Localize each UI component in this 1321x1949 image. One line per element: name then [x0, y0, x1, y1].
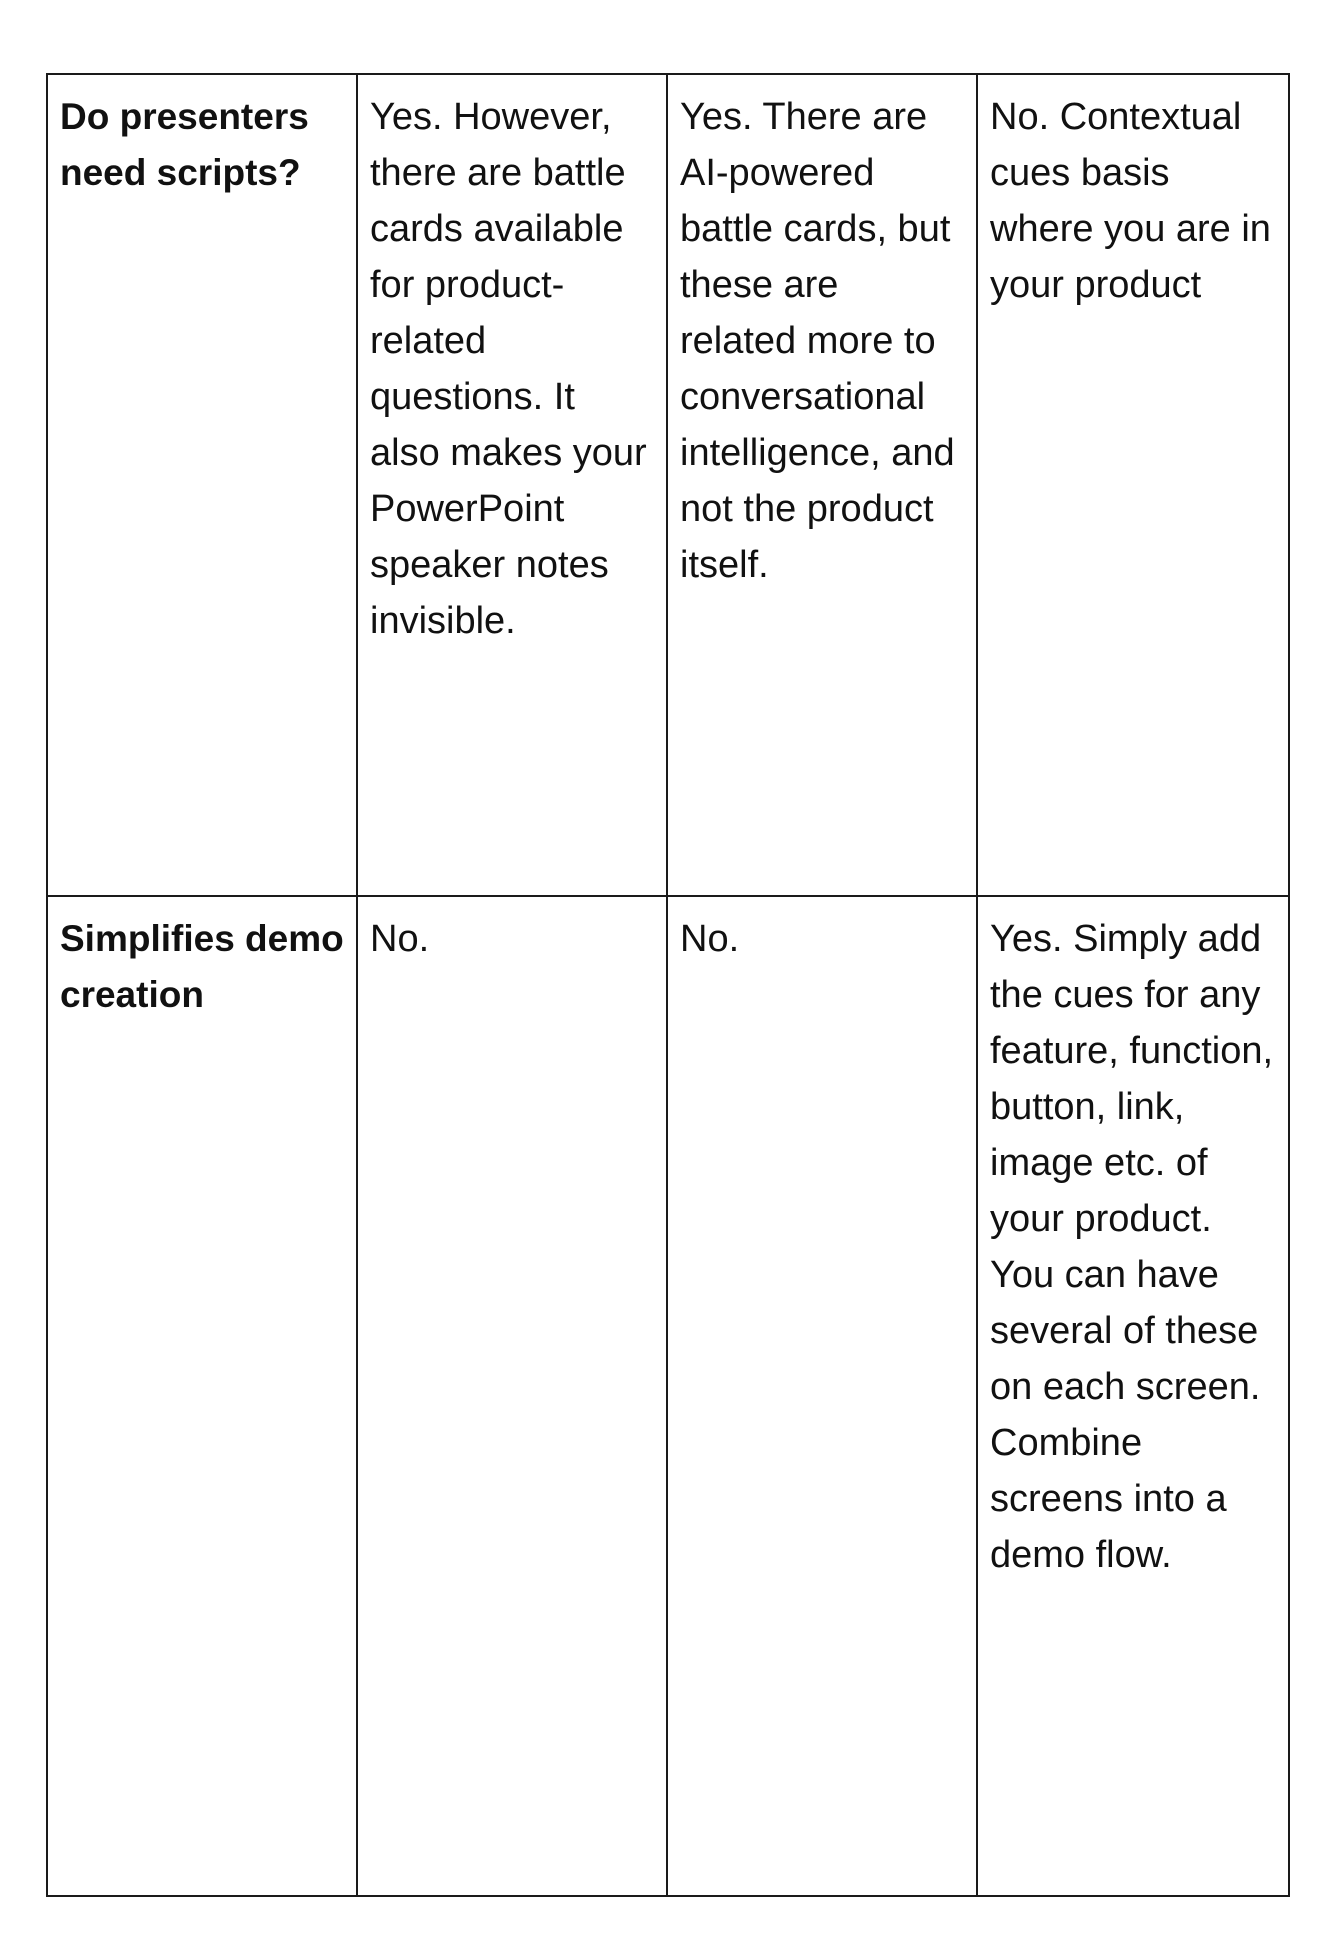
cell-text: Yes. There are AI-powered battle cards, but these are related more to conversational intelligence, and not the product itself.	[680, 96, 955, 586]
table-cell	[357, 74, 667, 896]
table-cell	[357, 896, 667, 1896]
table-row	[47, 896, 1289, 1896]
row-header-cell	[47, 74, 357, 896]
cell-text: No.	[680, 918, 740, 960]
cell-text: Yes. However, there are battle cards available for product-related questions. It also makes your PowerPoint speaker notes invisible.	[370, 96, 647, 642]
comparison-table	[46, 73, 1290, 1897]
cell-text: No.	[370, 918, 430, 960]
row-header-text: Do presenters need scripts?	[60, 96, 309, 193]
cell-text: No. Contextual cues basis where you are in your product	[990, 96, 1271, 306]
table-cell	[977, 896, 1289, 1896]
table-cell	[977, 74, 1289, 896]
table-cell	[667, 74, 977, 896]
cell-text: Yes. Simply add the cues for any feature, function, button, link, image etc. of your product. You can have several of these on each screen. Combine screens into a demo flow.	[990, 918, 1274, 1576]
table-row	[47, 74, 1289, 896]
row-header-text: Simplifies demo creation	[60, 918, 344, 1015]
table-cell	[667, 896, 977, 1896]
row-header-cell	[47, 896, 357, 1896]
